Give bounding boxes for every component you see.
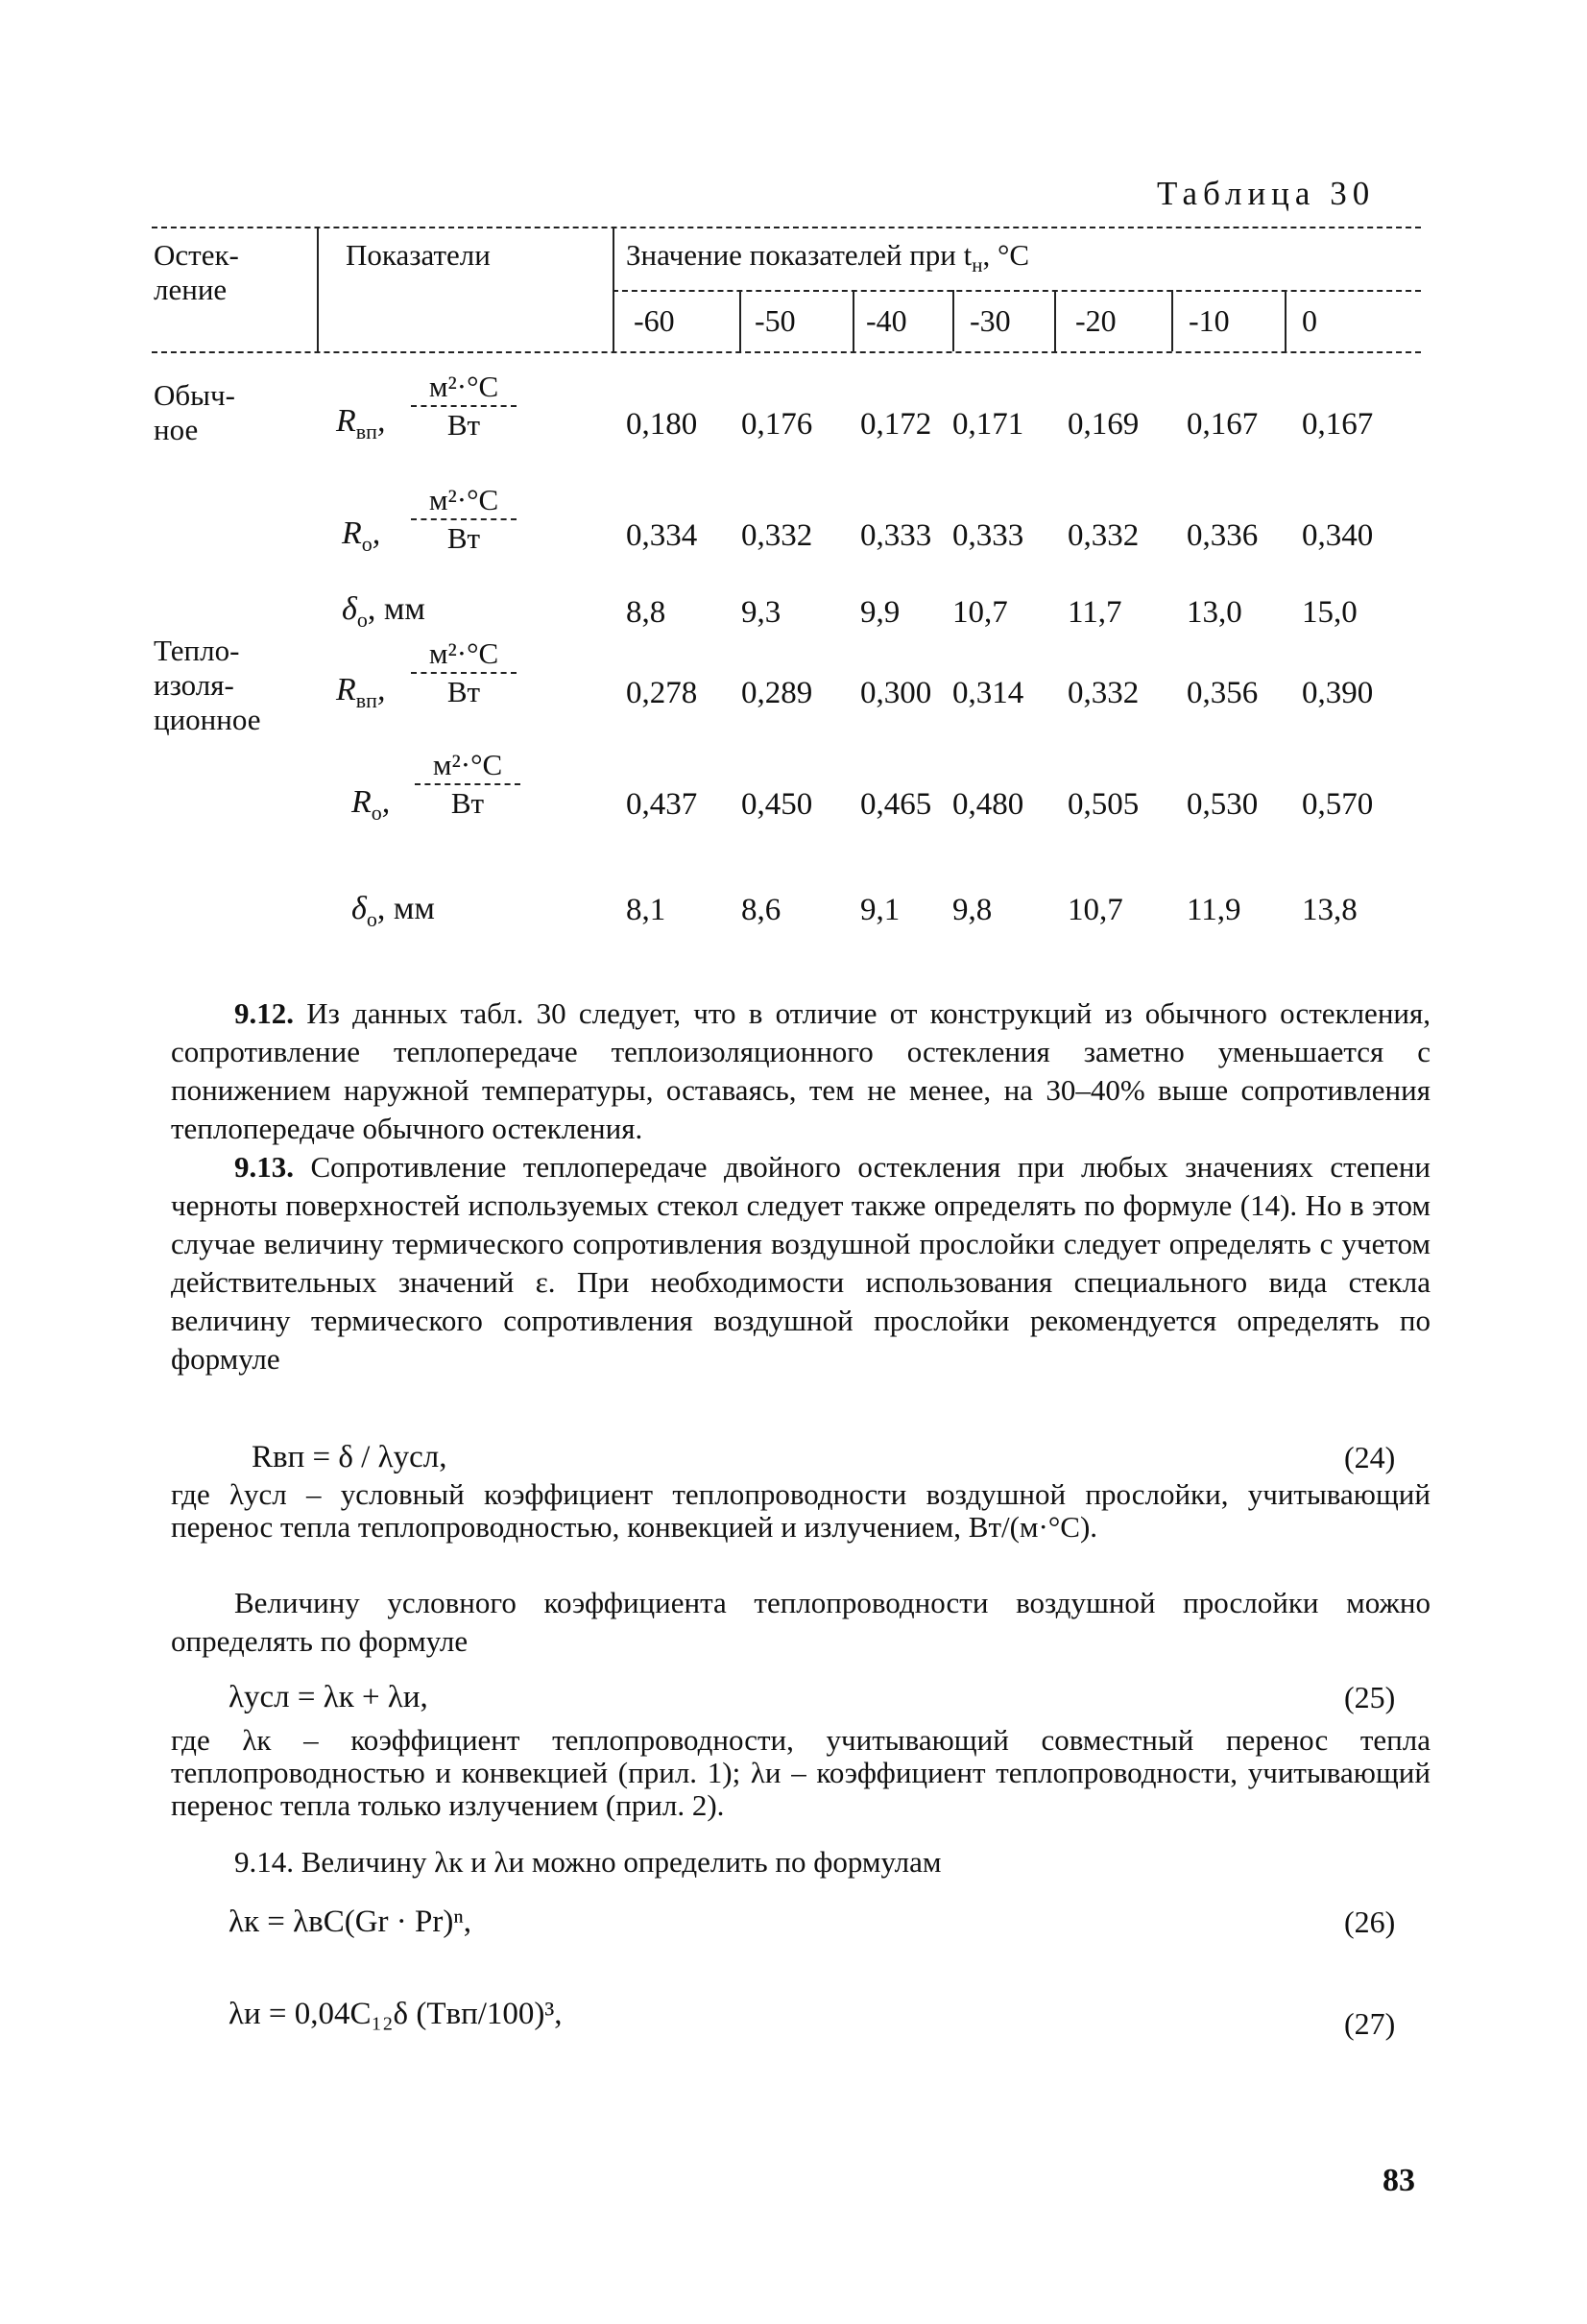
- temp-col-2: -50: [755, 303, 796, 338]
- unit-fraction-4: м²·°С Вт: [415, 749, 520, 820]
- temp-col-3: -40: [866, 303, 907, 338]
- table-cell: 8,1: [626, 893, 666, 927]
- table-cell: 8,8: [626, 595, 666, 630]
- table-cell: 0,530: [1187, 787, 1259, 822]
- table-vrule-5: [952, 290, 954, 351]
- table-cell: 0,332: [1068, 518, 1140, 553]
- table-cell: 13,8: [1302, 893, 1358, 927]
- table-cell: 0,289: [741, 676, 813, 710]
- table-cell: 0,570: [1302, 787, 1374, 822]
- table-cell: 11,7: [1068, 595, 1122, 630]
- table-vrule-3: [739, 290, 741, 351]
- table-cell: 0,437: [626, 787, 698, 822]
- table-cell: 0,167: [1187, 407, 1259, 442]
- group-label-ordinary: Обыч-ное: [154, 378, 235, 446]
- table-cell: 0,172: [860, 407, 932, 442]
- table-cell: 0,169: [1068, 407, 1140, 442]
- formula-24: Rвп = δ / λусл,: [252, 1440, 447, 1474]
- table-cell: 8,6: [741, 893, 781, 927]
- table-cell: 0,180: [626, 407, 698, 442]
- table-vrule-2: [613, 227, 614, 351]
- formula-26-number: (26): [1344, 1905, 1396, 1939]
- group-label-insulating: Тепло-изоля-ционное: [154, 634, 261, 736]
- table-vrule-1: [317, 227, 319, 351]
- table-cell: 0,278: [626, 676, 698, 710]
- paragraph-9-14: 9.14. Величину λк и λи можно определить по формулам: [234, 1845, 942, 1879]
- unit-fraction-1: м²·°С Вт: [411, 371, 517, 442]
- header-indicators: Показатели: [346, 238, 491, 272]
- table-top-rule: [152, 227, 1421, 228]
- table-cell: 0,333: [860, 518, 932, 553]
- table-cell: 0,171: [952, 407, 1024, 442]
- indicator-r-vp-2: $R_{вп}$,: [336, 672, 386, 712]
- table-cell: 13,0: [1187, 595, 1242, 630]
- table-cell: 11,9: [1187, 893, 1241, 927]
- table-header-mid-rule: [613, 290, 1421, 292]
- table-cell: 0,332: [741, 518, 813, 553]
- table-cell: 9,8: [952, 893, 993, 927]
- table-cell: 0,480: [952, 787, 1024, 822]
- paragraph-conditional: Величину условного коэффициента теплопроводности воздушной прослойки можно определять по формуле: [171, 1586, 1431, 1658]
- table-header-bottom-rule: [152, 351, 1421, 353]
- table-cell: 9,1: [860, 893, 901, 927]
- indicator-r-vp-1: $R_{вп}$,: [336, 403, 386, 443]
- unit-fraction-2: м²·°С Вт: [411, 484, 517, 555]
- table-cell: 0,167: [1302, 407, 1374, 442]
- indicator-r-o-1: $R_о$,: [342, 515, 381, 556]
- table-cell: 0,332: [1068, 676, 1140, 710]
- table-cell: 0,334: [626, 518, 698, 553]
- unit-fraction-3: м²·°С Вт: [411, 637, 517, 708]
- indicator-r-o-2: $R_о$,: [351, 784, 391, 825]
- header-values: Значение показателей при $t_н$, °С: [626, 238, 1030, 277]
- table-cell: 0,505: [1068, 787, 1140, 822]
- where-24: где λусл – условный коэффициент теплопроводности воздушной прослойки, учитывающий перенос тепла теплопроводностью, конвекцией и излучением, Вт/(м·°С).: [171, 1477, 1431, 1544]
- temp-col-1: -60: [634, 303, 675, 338]
- table-cell: 0,340: [1302, 518, 1374, 553]
- table-cell: 10,7: [952, 595, 1008, 630]
- table-cell: 10,7: [1068, 893, 1123, 927]
- temp-col-7: 0: [1302, 303, 1317, 338]
- temp-col-6: -10: [1189, 303, 1230, 338]
- table-caption: Таблица 30: [1157, 175, 1376, 212]
- table-cell: 0,450: [741, 787, 813, 822]
- page-number: 83: [1383, 2163, 1415, 2198]
- formula-27-number: (27): [1344, 2006, 1396, 2041]
- paragraph-9-13: 9.13. Сопротивление теплопередаче двойного остекления при любых значениях степени черноты поверхностей используемых стекол следует также определять по формуле (14). Но в этом случае величину термического сопротивления воздушной прослойки следует определять с учетом действительных значений ε. При необходимости использования специального вида стекла величину термического сопротивления воздушной прослойки рекомендуется определять по формуле: [171, 1150, 1431, 1376]
- temp-col-4: -30: [970, 303, 1011, 338]
- formula-24-number: (24): [1344, 1440, 1396, 1474]
- paragraph-9-12: 9.12. Из данных табл. 30 следует, что в отличие от конструкций из обычного остекления, сопротивление теплопередаче теплоизоляционного остекления заметно уменьшается с понижением наружной температуры, оставаясь, тем не менее, на 30–40% выше сопротивления теплопередаче обычного остекления.: [171, 996, 1431, 1145]
- table-cell: 0,333: [952, 518, 1024, 553]
- formula-25: λусл = λк + λи,: [228, 1680, 428, 1714]
- indicator-delta-o-2: $\delta_о$, мм: [351, 891, 435, 931]
- table-cell: 0,465: [860, 787, 932, 822]
- table-cell: 0,356: [1187, 676, 1259, 710]
- formula-26: λк = λвC(Gr · Pr)ⁿ,: [228, 1905, 472, 1939]
- table-cell: 0,314: [952, 676, 1024, 710]
- table-cell: 0,176: [741, 407, 813, 442]
- table-cell: 15,0: [1302, 595, 1358, 630]
- table-vrule-6: [1054, 290, 1056, 351]
- formula-27: λи = 0,04C₁₂δ (Tвп/100)³,: [228, 1997, 563, 2031]
- table-cell: 0,300: [860, 676, 932, 710]
- table-cell: 9,9: [860, 595, 901, 630]
- table-cell: 9,3: [741, 595, 781, 630]
- table-vrule-8: [1285, 290, 1286, 351]
- table-vrule-7: [1171, 290, 1173, 351]
- temp-col-5: -20: [1075, 303, 1117, 338]
- table-vrule-4: [853, 290, 854, 351]
- where-25: где λк – коэффициент теплопроводности, учитывающий совместный перенос тепла теплопроводностью и конвекцией (прил. 1); λи – коэффициент теплопроводности, учитывающий перенос тепла только излучением (прил. 2).: [171, 1723, 1431, 1822]
- header-glazing: Остек-ление: [154, 238, 239, 306]
- table-cell: 0,336: [1187, 518, 1259, 553]
- formula-25-number: (25): [1344, 1680, 1396, 1714]
- table-cell: 0,390: [1302, 676, 1374, 710]
- indicator-delta-o-1: $\delta_о$, мм: [342, 591, 425, 632]
